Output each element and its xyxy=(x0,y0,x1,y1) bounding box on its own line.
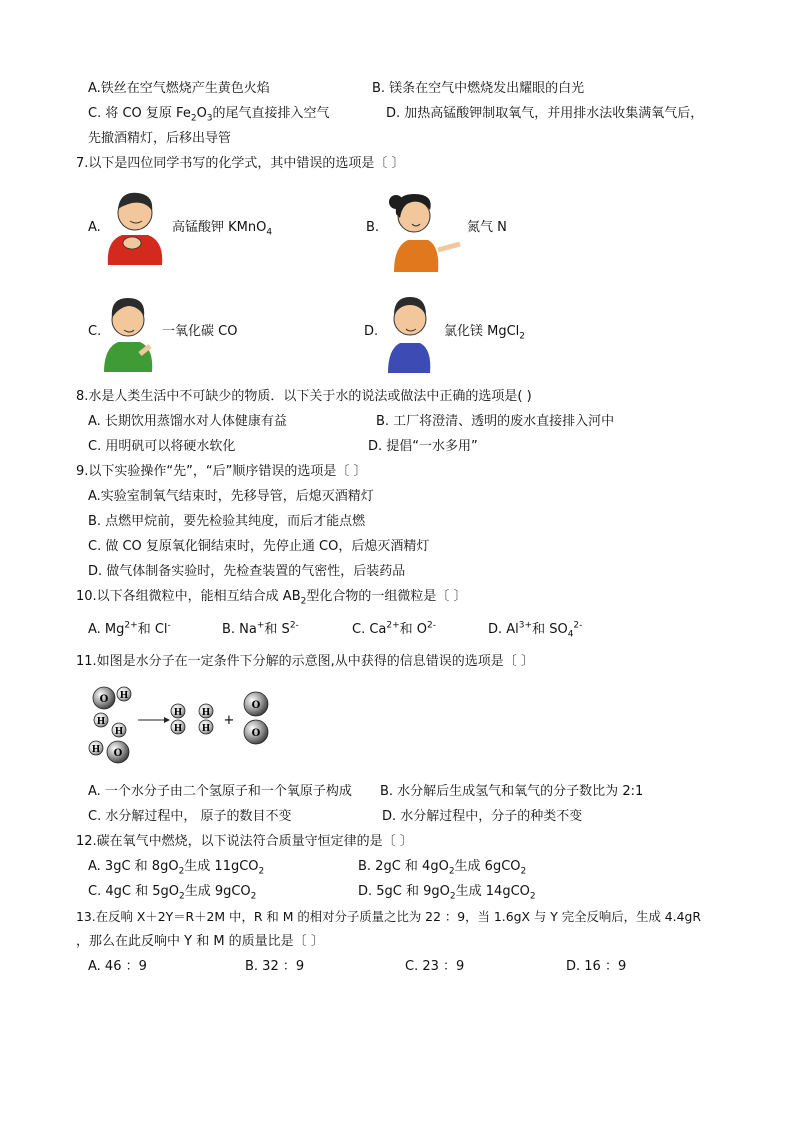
q11-option-b: B. 水分解后生成氢气和氧气的分子数比为 2:1 xyxy=(380,784,644,799)
plus-sign: + xyxy=(223,713,235,728)
q8-option-a: A. 长期饮用蒸馏水对人体健康有益 xyxy=(88,414,287,429)
svg-text:H: H xyxy=(201,708,211,718)
q13-option-b: B. 32 ：9 xyxy=(245,959,305,974)
question-13-stem-line2: ，那么在此反响中 Y 和 M 的质量比是〔 〕 xyxy=(76,934,324,949)
q11-option-c: C. 水分解过程中， 原子的数目不变 xyxy=(88,809,292,824)
q13-option-a: A. 46 ：9 xyxy=(88,959,147,974)
question-11-stem: 11.如图是水分子在一定条件下分解的示意图,从中获得的信息错误的选项是〔 〕 xyxy=(76,654,534,669)
q7-option-d-letter: D. xyxy=(364,324,379,339)
svg-text:O: O xyxy=(251,728,261,739)
q9-option-c: C. 做 CO 复原氧化铜结束时，先停止通 CO，后熄灭酒精灯 xyxy=(88,539,430,554)
svg-text:H: H xyxy=(173,708,183,718)
q12-option-a: A. 3gC 和 $8gO_2$生成 11gCO$_2$ xyxy=(88,859,265,877)
svg-text:H: H xyxy=(173,724,183,734)
hydrogen-molecule-2 xyxy=(199,704,213,734)
q8-option-d: D. 提倡“一水多用” xyxy=(368,439,478,454)
q7-option-d-text: 氯化镁 MgCl$_2$ xyxy=(444,324,526,342)
option-d-line2: 先撤酒精灯，后移出导管 xyxy=(88,131,232,146)
q11-option-d: D. 水分解过程中，分子的种类不变 xyxy=(382,809,583,824)
q7-option-c-letter: C. xyxy=(88,324,102,339)
question-9-stem: 9.以下实验操作“先”，“后”顺序错误的选项是〔 〕 xyxy=(76,464,367,479)
q11-option-a: A. 一个水分子由二个氢原子和一个氧原子构成 xyxy=(88,784,352,799)
question-8-stem: 8.水是人类生活中不可缺少的物质．以下关于水的说法或做法中正确的选项是( ) xyxy=(76,389,532,404)
svg-text:H: H xyxy=(96,717,106,727)
question-13-stem-line1: 13.在反响 X＋2Y＝R＋2M 中，R 和 M 的相对分子质量之比为 22 ：9，当 1.6gX 与 Y 完全反响后，生成 4.4gR xyxy=(76,909,701,924)
water-decomposition-diagram xyxy=(84,682,284,772)
question-10-stem: 10.以下各组微粒中，能相互结合成 $AB_2$型化合物的一组微粒是〔 〕 xyxy=(76,589,467,607)
q7-option-b-text: 氮气 N xyxy=(467,220,507,235)
svg-text:H: H xyxy=(114,727,124,737)
water-molecule-3 xyxy=(89,741,129,763)
oxygen-molecule xyxy=(244,692,268,744)
q12-option-b: B. 2gC 和 $4gO_2$生成 6gCO$_2$ xyxy=(358,859,527,877)
student-d-illustration xyxy=(380,287,438,373)
svg-text:H: H xyxy=(201,724,211,734)
option-b: B. 镁条在空气中燃烧发出耀眼的白光 xyxy=(372,81,585,96)
question-7-stem: 7.以下是四位同学书写的化学式，其中错误的选项是〔 〕 xyxy=(76,156,405,171)
q9-option-a: A.实验室制氧气结束时，先移导管，后熄灭酒精灯 xyxy=(88,489,374,504)
student-c-illustration xyxy=(100,288,158,372)
option-d-line1: D. 加热高锰酸钾制取氧气，并用排水法收集满氧气后， xyxy=(386,106,704,121)
q12-option-c: C. 4gC 和 $5gO_2$生成 9gCO$_2$ xyxy=(88,884,257,902)
q10-option-a: A. $Mg^{2+}$和 Cl- xyxy=(88,620,171,637)
hydrogen-molecule-1 xyxy=(171,704,185,734)
q7-option-a-letter: A. xyxy=(88,220,101,235)
svg-text:O: O xyxy=(113,748,123,759)
q10-option-d: D. $Al^{3+}$和 $SO_4^{2-}$ xyxy=(488,620,583,640)
q13-option-c: C. 23 ：9 xyxy=(405,959,465,974)
student-a-illustration xyxy=(102,183,168,265)
option-c: C. 将 CO 复原 $Fe_2O_3$的尾气直接排入空气 xyxy=(88,106,330,124)
q7-option-b-letter: B. xyxy=(366,220,380,235)
q7-option-a-text: 高锰酸钾 KMnO$_4$ xyxy=(172,220,273,238)
student-b-illustration xyxy=(382,184,462,272)
option-a: A.铁丝在空气燃烧产生黄色火焰 xyxy=(88,81,270,96)
svg-text:H: H xyxy=(91,745,101,755)
water-molecule-2 xyxy=(94,713,126,737)
q12-option-d: D. 5gC 和 $9gO_2$生成 14gCO$_2$ xyxy=(358,884,536,902)
question-12-stem: 12.碳在氧气中燃烧，以下说法符合质量守恒定律的是〔 〕 xyxy=(76,834,413,849)
svg-text:O: O xyxy=(99,694,109,705)
q13-option-d: D. 16 ：9 xyxy=(566,959,627,974)
q8-option-b: B. 工厂将澄清、透明的废水直接排入河中 xyxy=(376,414,615,429)
q9-option-b: B. 点燃甲烷前，要先检验其纯度，而后才能点燃 xyxy=(88,514,366,529)
q10-option-c: C. $Ca^{2+}$和 $O^{2-}$ xyxy=(352,620,437,637)
svg-text:O: O xyxy=(251,700,261,711)
svg-text:H: H xyxy=(119,691,129,701)
q7-option-c-text: 一氧化碳 CO xyxy=(162,324,238,339)
q8-option-c: C. 用明矾可以将硬水软化 xyxy=(88,439,236,454)
water-molecule-1 xyxy=(93,687,131,709)
q10-option-b: B. Na+和 $S^{2-}$ xyxy=(222,620,299,637)
q9-option-d: D. 做气体制备实验时，先检查装置的气密性，后装药品 xyxy=(88,564,406,579)
